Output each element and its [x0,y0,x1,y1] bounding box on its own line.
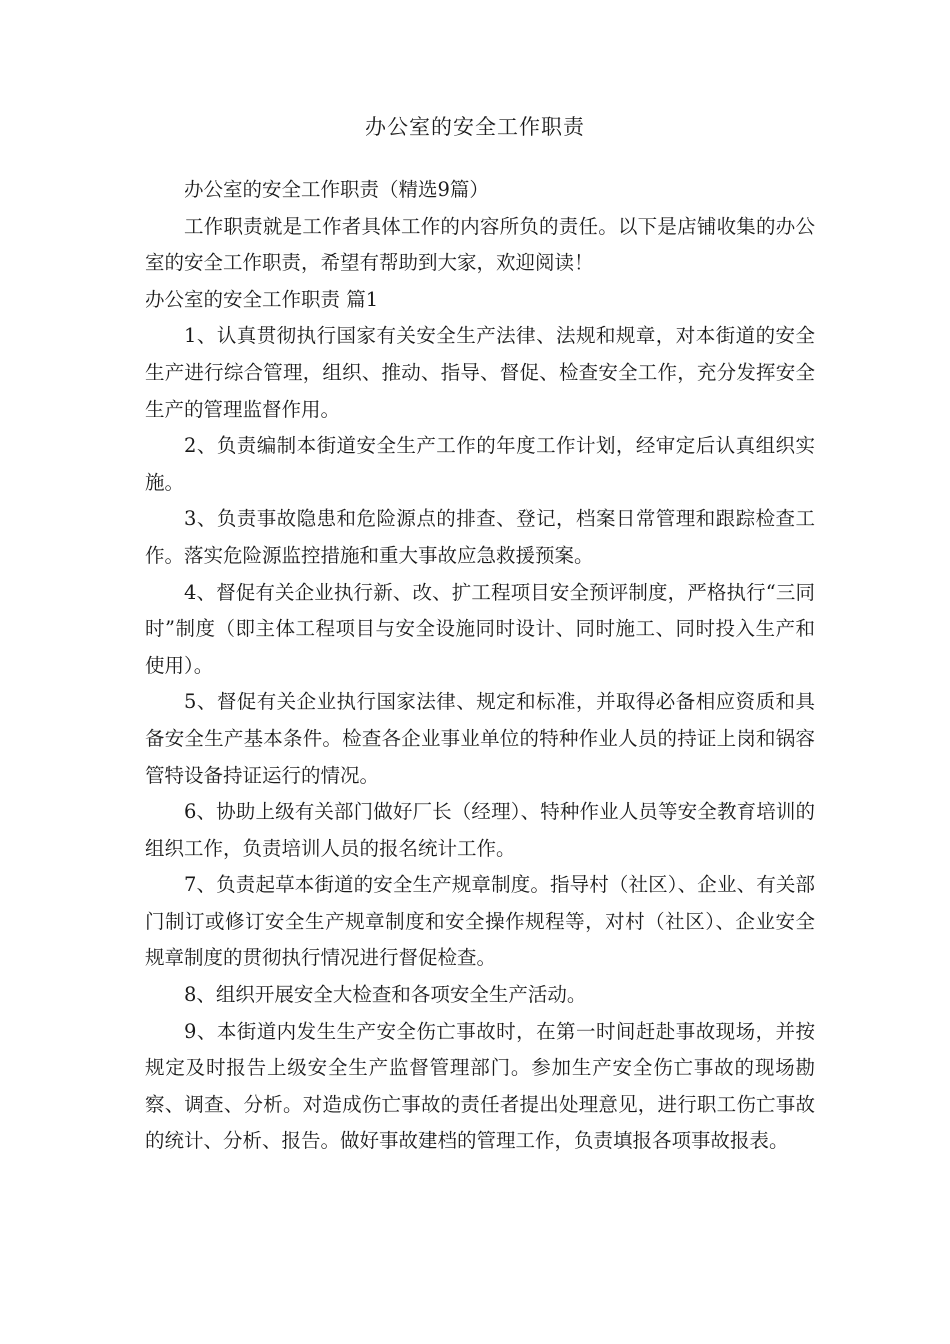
paragraph-item-3: 3、负责事故隐患和危险源点的排查、登记，档案日常管理和跟踪检查工作。落实危险源监控措施和重大事故应急救援预案。 [145,507,815,567]
paragraph-item-9: 9、本街道内发生生产安全伤亡事故时，在第一时间赶赴事故现场，并按规定及时报告上级安全生产监督管理部门。参加生产安全伤亡事故的现场勘察、调查、分析。对造成伤亡事故的责任者提出处理意见，进行职工伤亡事故的统计、分析、报告。做好事故建档的管理工作，负责填报各项事故报表。 [145,1019,815,1153]
paragraph-item-4: 4、督促有关企业执行新、改、扩工程项目安全预评制度，严格执行“三同时”制度（即主体工程项目与安全设施同时设计、同时施工、同时投入生产和使用）。 [145,580,815,677]
paragraph-item-6: 6、协助上级有关部门做好厂长（经理）、特种作业人员等安全教育培训的组织工作，负责培训人员的报名统计工作。 [145,800,815,860]
section-heading: 办公室的安全工作职责 篇1 [145,287,379,311]
paragraph-subtitle: 办公室的安全工作职责（精选9篇） [184,178,489,201]
paragraph-item-8: 8、组织开展安全大检查和各项安全生产活动。 [184,983,587,1007]
document-body [145,172,815,1160]
paragraph-item-2: 2、负责编制本街道安全生产工作的年度工作计划，经审定后认真组织实施。 [145,434,815,494]
paragraph-item-1: 1、认真贯彻执行国家有关安全生产法律、法规和规章，对本街道的安全生产进行综合管理，组织、推动、指导、督促、检查安全工作，充分发挥安全生产的管理监督作用。 [145,324,815,421]
paragraph-item-7: 7、负责起草本街道的安全生产规章制度。指导村（社区）、企业、有关部门制订或修订安全生产规章制度和安全操作规程等，对村（社区）、企业安全规章制度的贯彻执行情况进行督促检查。 [145,873,815,970]
paragraph-intro: 工作职责就是工作者具体工作的内容所负的责任。以下是店铺收集的办公室的安全工作职责，希望有帮助到大家，欢迎阅读！ [145,214,815,275]
document-title: 办公室的安全工作职责 [365,115,585,139]
paragraph-item-5: 5、督促有关企业执行国家法律、规定和标准，并取得必备相应资质和具备安全生产基本条件。检查各企业事业单位的特种作业人员的持证上岗和锅容管特设备持证运行的情况。 [145,690,815,787]
